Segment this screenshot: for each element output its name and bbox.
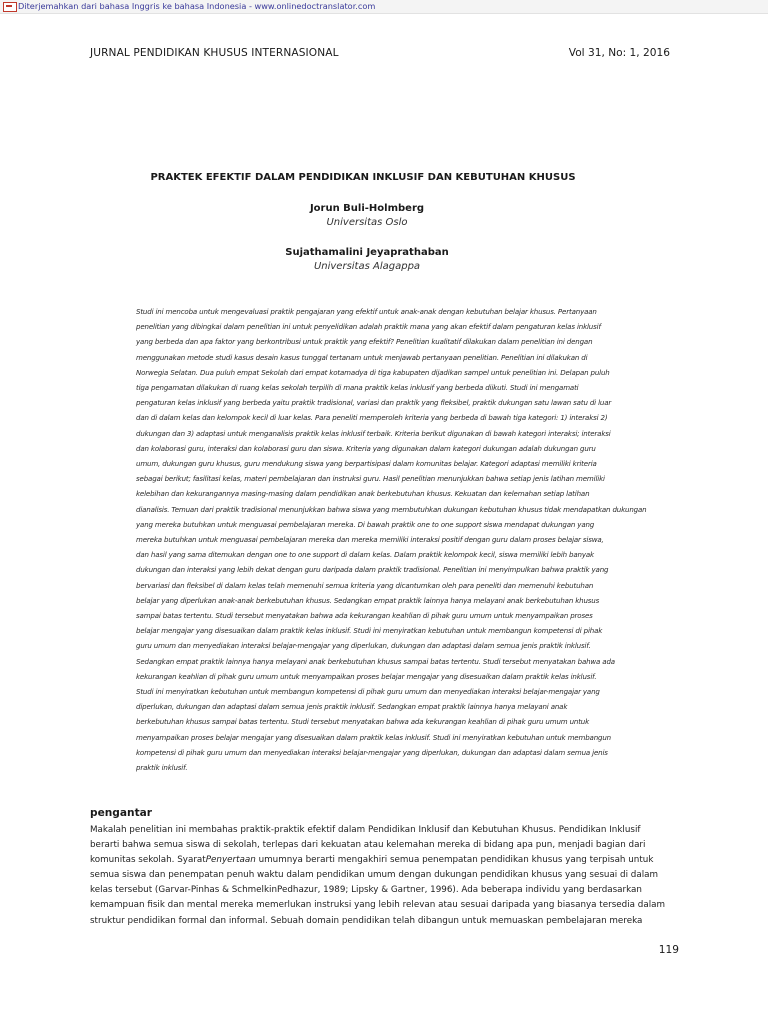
- abstract-line: tiga pengamatan dilakukan di ruang kelas sekolah terpilih di mana praktik kelas inklusif yang berbeda diikuti. Studi ini mengamati: [136, 383, 579, 393]
- abstract-line: berkebutuhan khusus sampai batas tertentu. Studi tersebut menyatakan bahwa ada kekurangan keahlian di pihak guru umum untuk: [136, 717, 590, 727]
- abstract-line: belajar mengajar yang disesuaikan dalam praktik kelas inklusif. Studi ini menyiratkan kebutuhan untuk membangun kompetensi di pihak: [136, 626, 603, 636]
- text-segment: kemampuan fisik dan mental mereka memerlukan instruksi yang lebih relevan atau sesuai daripada yang biasanya tersedia dalam: [90, 900, 666, 911]
- author-affiliation: Universitas Oslo: [326, 217, 408, 228]
- paragraph-line: [90, 914, 670, 929]
- abstract-line: kelebihan dan kekurangannya masing-masing dalam pendidikan anak berkebutuhan khusus. Kekuatan dan kelemahan setiap latihan: [136, 489, 590, 499]
- article-title: PRAKTEK EFEKTIF DALAM PENDIDIKAN INKLUSIF DAN KEBUTUHAN KHUSUS: [150, 172, 576, 183]
- paragraph-line: [90, 823, 670, 838]
- translation-banner: [0, 0, 768, 14]
- abstract-line: yang berbeda dan apa faktor yang berkontribusi untuk praktik yang efektif? Penelitian kualitatif dilakukan dalam penelitian ini dengan: [136, 337, 593, 347]
- abstract-line: dukungan dan 3) adaptasi untuk menganalisis praktik kelas inklusif terbaik. Kriteria berikut digunakan di bawah kategori interaksi; interaksi: [136, 428, 611, 438]
- abstract-line: Sedangkan empat praktik lainnya hanya melayani anak berkebutuhan khusus sampai batas tertentu. Studi tersebut menyatakan bahwa ada: [136, 656, 615, 666]
- abstract-line: yang mereka butuhkan untuk menguasai pembelajaran mereka. Di bawah praktik one to one support siswa mendapat dukungan yang: [136, 519, 595, 529]
- abstract-line: dianalisis. Temuan dari praktik tradisional menunjukkan bahwa siswa yang membutuhkan dukungan kebutuhan khusus tidak mendapatkan dukungan: [136, 504, 647, 514]
- translation-banner-link[interactable]: Diterjemahkan dari bahasa Inggris ke bahasa Indonesia - www.onlinedoctranslator.com: [18, 1, 376, 11]
- section-heading: pengantar: [90, 807, 153, 819]
- paragraph-line: [90, 898, 670, 913]
- paragraph-line: [90, 853, 670, 868]
- abstract-line: kompetensi di pihak guru umum dan menyediakan interaksi belajar-mengajar yang diperlukan, dukungan dan adaptasi dalam semua jenis: [136, 747, 608, 757]
- text-segment: berarti bahwa semua siswa di sekolah, terlepas dari kekuatan atau kelemahan mereka di bidang apa pun, menjadi bagian dari: [90, 840, 646, 851]
- abstract-line: bervariasi dan fleksibel di dalam kelas telah memenuhi semua kriteria yang dicantumkan oleh para peneliti dan memenuhi kebutuhan: [136, 580, 594, 590]
- text-segment: semua siswa dan penempatan penuh waktu dalam pendidikan umum dengan dukungan pendidikan khusus yang sesuai di dalam: [90, 870, 659, 881]
- abstract-line: mereka butuhkan untuk menguasai pembelajaran mereka dan mereka memiliki interaksi positif dengan guru dalam proses belajar siswa,: [136, 535, 604, 545]
- journal-name: JURNAL PENDIDIKAN KHUSUS INTERNASIONAL: [90, 47, 339, 59]
- paragraph-line: [90, 838, 670, 853]
- abstract-line: dan kolaborasi guru, interaksi dan kolaborasi guru dan siswa. Kriteria yang digunakan dalam kategori dukungan adalah dukungan guru: [136, 443, 596, 453]
- page-number: 119: [658, 944, 679, 956]
- text-segment: struktur pendidikan formal dan informal. Sebuah domain pendidikan telah dibangun untuk memuaskan pembelajaran mereka: [90, 915, 643, 926]
- text-segment: kelas tersebut (Garvar-Pinhas & SchmelkinPedhazur, 1989; Lipsky & Gartner, 1996). Ada beberapa individu yang berdasarkan: [90, 885, 642, 896]
- paragraph-line: [90, 868, 670, 883]
- abstract-line: dan di dalam kelas dan kelompok kecil di luar kelas. Para peneliti memperoleh kriteria yang berbeda di bawah tiga kategori: 1) interaksi 2): [136, 413, 608, 423]
- italic-term: Penyertaan: [205, 855, 256, 866]
- abstract-line: guru umum dan menyediakan interaksi belajar-mengajar yang diperlukan, dukungan dan adaptasi dalam semua jenis praktik inklusif.: [136, 641, 591, 651]
- text-segment: Makalah penelitian ini membahas praktik-praktik efektif dalam Pendidikan Inklusif dan Kebutuhan Khusus. Pendidikan Inklusif: [90, 825, 641, 835]
- abstract-line: Studi ini menyiratkan kebutuhan untuk membangun kompetensi di pihak guru umum dan menyediakan interaksi belajar-mengajar yang: [136, 687, 600, 697]
- volume-info: Vol 31, No: 1, 2016: [568, 47, 670, 59]
- translator-icon: [3, 2, 17, 12]
- abstract-line: kekurangan keahlian di pihak guru umum untuk menyampaikan proses belajar mengajar yang disesuaikan dalam praktik kelas inklusif.: [136, 671, 597, 681]
- paragraph-line: [90, 883, 670, 898]
- author-name: Sujathamalini Jeyaprathaban: [285, 247, 449, 258]
- abstract-line: Norwegia Selatan. Dua puluh empat Sekolah dari empat kotamadya di tiga kabupaten dijadikan sampel untuk penelitian ini. Delapan puluh: [136, 367, 610, 377]
- abstract-line: Studi ini mencoba untuk mengevaluasi praktik pengajaran yang efektif untuk anak-anak dengan kebutuhan belajar khusus. Pertanyaan: [136, 307, 597, 316]
- abstract-line: sampai batas tertentu. Studi tersebut menyatakan bahwa ada kekurangan keahlian di pihak guru umum untuk menyampaikan proses: [136, 611, 593, 621]
- abstract-line: penelitian yang dibingkai dalam penelitian ini untuk penyelidikan adalah praktik mana yang akan efektif dalam pengaturan kelas inklusif: [136, 322, 601, 332]
- abstract-line: pengaturan kelas inklusif yang berbeda yaitu praktik tradisional, variasi dan praktik yang fleksibel, praktik dukungan satu lawan satu di luar: [136, 398, 612, 408]
- abstract-line: diperlukan, dukungan dan adaptasi dalam semua jenis praktik inklusif. Sedangkan empat praktik lainnya hanya melayani anak: [136, 702, 568, 712]
- text-segment: umumnya berarti mengakhiri semua penempatan pendidikan khusus yang terpisah untuk: [255, 855, 654, 866]
- abstract-line: dan hasil yang sama ditemukan dengan one to one support di dalam kelas. Dalam praktik kelompok kecil, siswa memiliki lebih banyak: [136, 550, 594, 560]
- abstract-line: belajar yang diperlukan anak-anak berkebutuhan khusus. Sedangkan empat praktik lainnya hanya melayani anak berkebutuhan khusus: [136, 595, 600, 605]
- author-affiliation: Universitas Alagappa: [313, 261, 421, 272]
- abstract-line: menyampaikan proses belajar mengajar yang disesuaikan dalam praktik kelas inklusif. Studi ini menyiratkan kebutuhan untuk membangun: [136, 732, 611, 742]
- author-name: Jorun Buli-Holmberg: [309, 203, 425, 214]
- text-segment: komunitas sekolah. Syarat: [90, 855, 206, 866]
- abstract-line: sebagai berikut; fasilitasi kelas, materi pembelajaran dan instruksi guru. Hasil penelitian menunjukkan bahwa setiap jenis latihan memiliki: [136, 474, 605, 484]
- abstract: [136, 304, 647, 775]
- abstract-line: praktik inklusif.: [136, 763, 188, 773]
- abstract-line: dukungan dan interaksi yang lebih dekat dengan guru daripada dalam praktik tradisional. Penelitian ini menyimpulkan bahwa praktik yang: [136, 565, 609, 575]
- abstract-line: menggunakan metode studi kasus desain kasus tunggal tertanam untuk menjawab pertanyaan penelitian. Penelitian ini dilakukan di: [136, 352, 588, 362]
- introduction-body: [90, 823, 670, 929]
- abstract-line: umum, dukungan guru khusus, guru mendukung siswa yang berpartisipasi dalam komunitas belajar. Kategori adaptasi memiliki kriteria: [136, 459, 597, 469]
